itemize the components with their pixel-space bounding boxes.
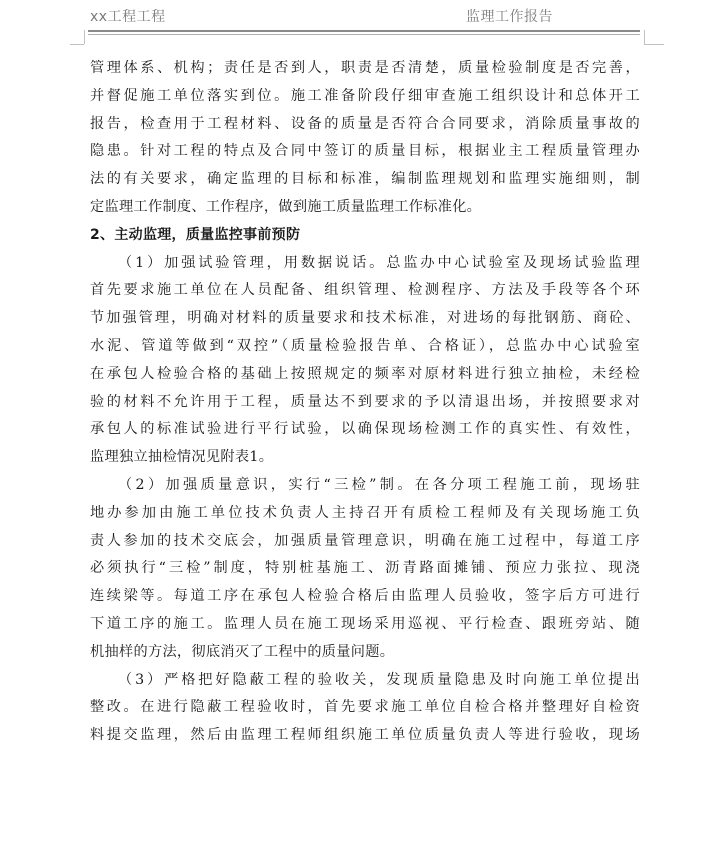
- text-line: （2）加强质量意识，实行“三检”制。在各分项工程施工前，现场驻: [118, 476, 640, 493]
- text-line: 并督促施工单位落实到位。施工准备阶段仔细审查施工组织设计和总体开工: [90, 87, 640, 104]
- text-line: 责人参加的技术交底会，加强质量管理意识，明确在施工过程中，每道工序: [90, 532, 640, 549]
- text-line: 机抽样的方法，彻底消灭了工程中的质量问题。: [90, 643, 395, 660]
- text-line: 在承包人检验合格的基础上按照规定的频率对原材料进行独立抽检，未经检: [90, 365, 640, 382]
- text-line: 料提交监理，然后由监理工程师组织施工单位质量负责人等进行验收，现场: [90, 727, 640, 744]
- text-line: （3）严格把好隐蔽工程的验收关，发现质量隐患及时向施工单位提出: [118, 671, 640, 688]
- header-project-name: xx工程工程: [90, 9, 166, 25]
- text-line: 下道工序的施工。监理人员在施工现场采用巡视、平行检查、跟班旁站、随: [90, 615, 640, 632]
- header-rule: [88, 30, 640, 32]
- header-rule-thin: [88, 34, 640, 35]
- text-line: 监理独立抽检情况见附表1。: [90, 449, 274, 466]
- text-line: 节加强管理，明确对材料的质量要求和技术标准，对进场的每批钢筋、商砼、: [90, 310, 640, 327]
- margin-corner-mark-left: [70, 44, 84, 45]
- text-line: 首先要求施工单位在人员配备、组织管理、检测程序、方法及手段等各个环: [90, 282, 640, 299]
- margin-corner-mark-left-vertical: [84, 30, 85, 44]
- text-line: 必须执行“三检”制度，特别桩基施工、沥青路面摊铺、预应力张拉、现浇: [90, 560, 640, 577]
- text-line: 连续梁等。每道工序在承包人检验合格后由监理人员验收，签字后方可进行: [90, 588, 640, 605]
- text-line: 整改。在进行隐蔽工程验收时，首先要求施工单位自检合格并整理好自检资: [90, 699, 640, 716]
- text-line: 隐患。针对工程的特点及合同中签订的质量目标，根据业主工程质量管理办: [90, 143, 640, 160]
- text-line: 管理体系、机构；责任是否到人，职责是否清楚，质量检验制度是否完善，: [90, 60, 640, 76]
- section-heading: 2、主动监理，质量监控事前预防: [90, 226, 301, 243]
- page-header: [0, 0, 718, 42]
- text-line: 报告，检查用于工程材料、设备的质量是否符合合同要求，消除质量事故的: [90, 115, 640, 132]
- header-report-title: 监理工作报告: [466, 9, 553, 25]
- text-line: 验的材料不允许用于工程，质量达不到要求的予以清退出场，并按照要求对: [90, 393, 640, 410]
- text-line: 定监理工作制度、工作程序，做到施工质量监理工作标准化。: [90, 198, 482, 215]
- text-line: 水泥、管道等做到“双控”（质量检验报告单、合格证），总监办中心试验室: [90, 337, 640, 354]
- body-text: [90, 55, 640, 750]
- text-line: 地办参加由施工单位技术负责人主持召开有质检工程师及有关现场施工负: [90, 504, 640, 521]
- text-line: 承包人的标准试验进行平行试验，以确保现场检测工作的真实性、有效性，: [90, 421, 640, 438]
- margin-corner-mark-right-vertical: [644, 30, 645, 44]
- text-line: （1）加强试验管理，用数据说话。总监办中心试验室及现场试验监理: [118, 254, 640, 271]
- margin-corner-mark-right: [644, 44, 664, 45]
- text-line: 法的有关要求，确定监理的目标和标准，编制监理规划和监理实施细则，制: [90, 171, 640, 188]
